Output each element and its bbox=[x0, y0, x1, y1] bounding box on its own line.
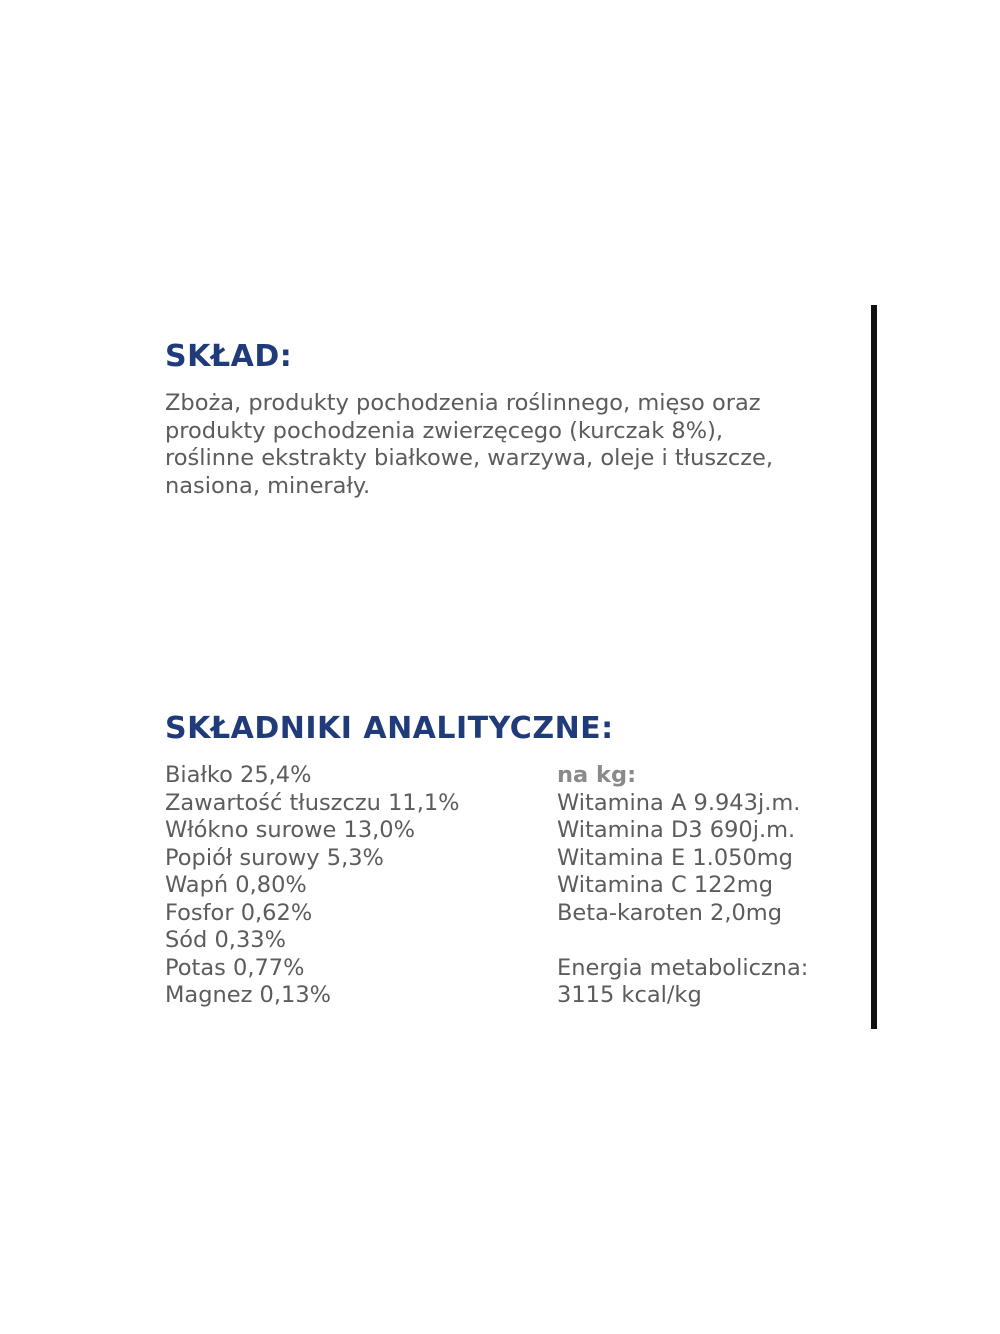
constituent-item: Białko 25,4% bbox=[165, 762, 312, 788]
constituent-item: Potas 0,77% bbox=[165, 954, 305, 981]
additive-item: Witamina D3 690j.m. bbox=[557, 817, 796, 843]
constituent-item: Wapń 0,80% bbox=[165, 872, 307, 898]
composition-heading: SKŁAD: bbox=[165, 339, 293, 374]
composition-line: nasiona, minerały. bbox=[165, 472, 371, 499]
additive-item: Beta-karoten 2,0mg bbox=[557, 899, 783, 926]
constituent-item: Fosfor 0,62% bbox=[165, 899, 313, 926]
analytical-constituents-list bbox=[165, 762, 460, 1010]
additive-item: Witamina C 122mg bbox=[557, 872, 773, 898]
analytical-heading: SKŁADNIKI ANALITYCZNE: bbox=[165, 711, 614, 746]
constituent-item: Sód 0,33% bbox=[165, 927, 286, 953]
constituent-item: Magnez 0,13% bbox=[165, 982, 332, 1008]
composition-line: Zboża, produkty pochodzenia roślinnego, mięso oraz bbox=[165, 390, 761, 416]
constituent-item: Włókno surowe 13,0% bbox=[165, 817, 415, 843]
additives-per-kg-list bbox=[557, 762, 808, 1010]
composition-line: produkty pochodzenia zwierzęcego (kurczak 8%), bbox=[165, 417, 724, 444]
energy-label: Energia metaboliczna: bbox=[557, 954, 809, 981]
constituent-item: Popiół surowy 5,3% bbox=[165, 844, 384, 871]
energy-value: 3115 kcal/kg bbox=[557, 982, 702, 1008]
constituent-item: Zawartość tłuszczu 11,1% bbox=[165, 789, 460, 816]
list-spacer bbox=[557, 927, 808, 955]
vertical-divider bbox=[871, 305, 877, 1029]
composition-text bbox=[165, 390, 855, 500]
composition-line: roślinne ekstrakty białkowe, warzywa, oleje i tłuszcze, bbox=[165, 445, 774, 471]
additive-item: Witamina E 1.050mg bbox=[557, 844, 793, 871]
additive-item: Witamina A 9.943j.m. bbox=[557, 789, 801, 816]
per-kg-label: na kg: bbox=[557, 762, 637, 788]
